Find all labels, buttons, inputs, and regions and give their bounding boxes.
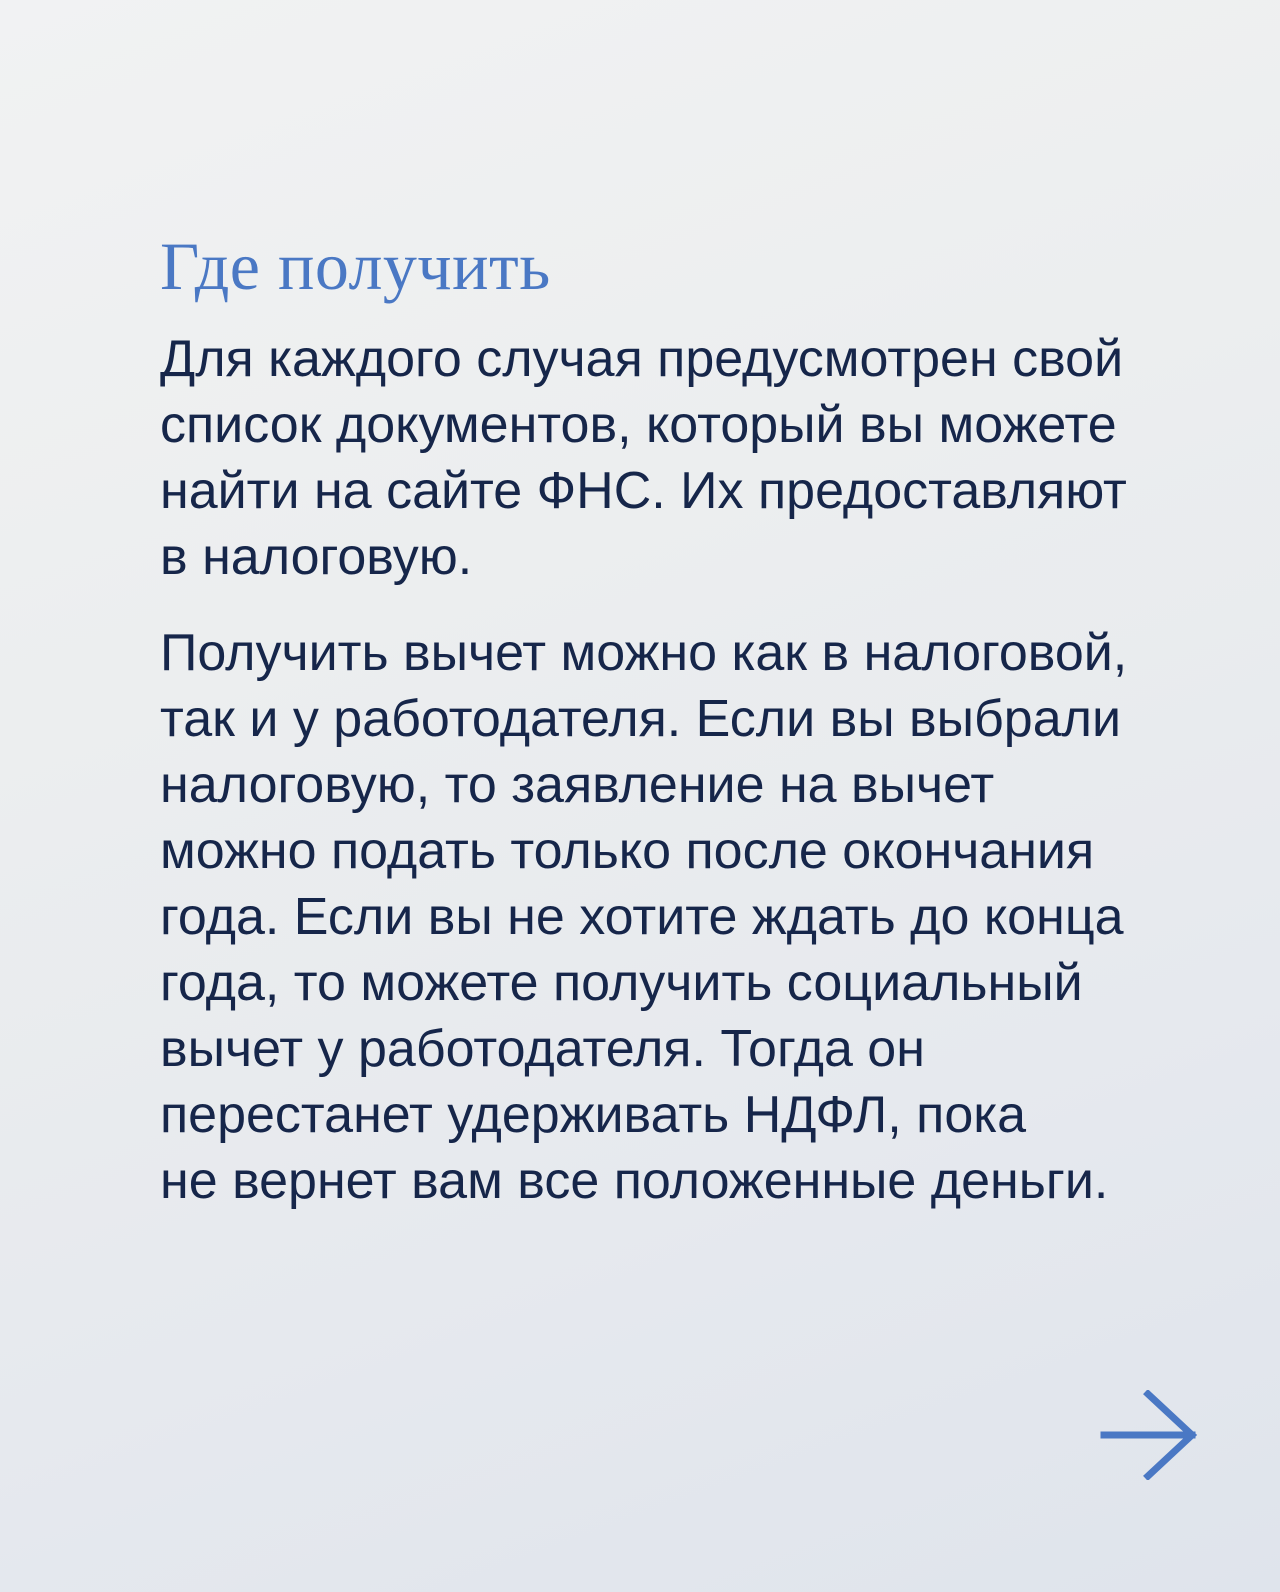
- page-title: Где получить: [160, 228, 551, 304]
- paragraph-deduction: Получить вычет можно как в налоговой, так и у работодателя. Если вы выбрали налоговую, то заявление на вычет можно подать только после окончания года. Если вы не хотите ждать до конца года, то можете получить социальный вычет у работодателя. Тогда он перестанет удерживать НДФЛ, пока не вернет вам все положенные деньги.: [160, 624, 1128, 1210]
- arrow-right-icon: [1100, 1390, 1200, 1480]
- next-slide-button[interactable]: [1100, 1390, 1200, 1480]
- content: [160, 228, 1220, 1214]
- paragraph-documents: Для каждого случая предусмотрен свой список документов, который вы можете найти на сайте ФНС. Их предоставляют в налоговую.: [160, 330, 1127, 586]
